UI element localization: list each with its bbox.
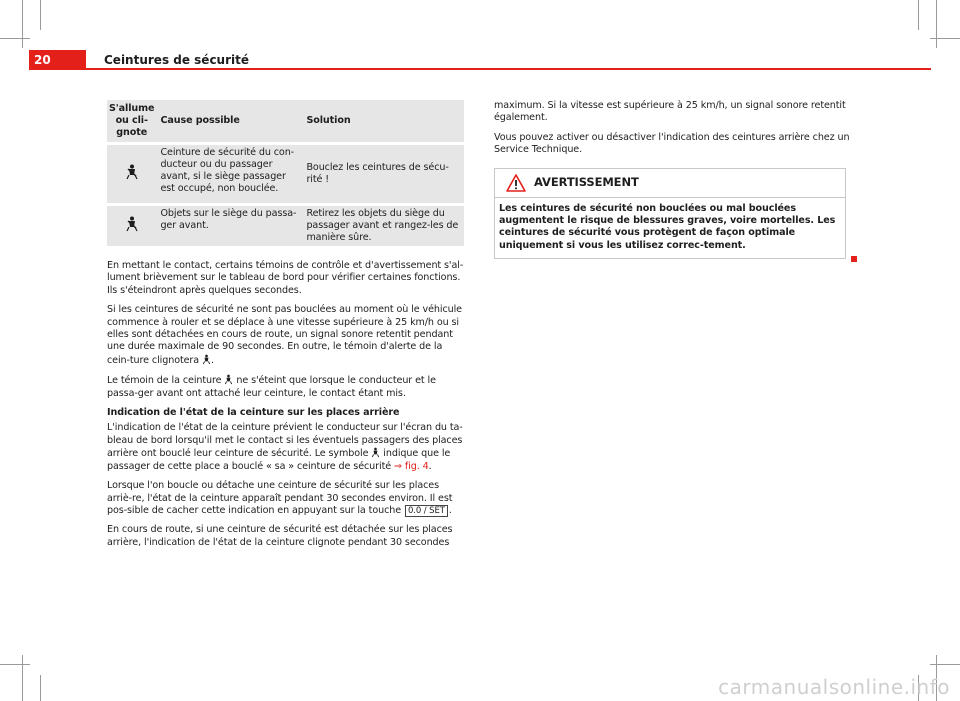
paragraph-text: .	[448, 504, 452, 516]
end-of-section-marker	[851, 256, 857, 262]
paragraph-text: .	[211, 354, 214, 366]
seatbelt-icon	[224, 374, 233, 385]
table-row	[107, 145, 464, 203]
left-column	[107, 100, 464, 556]
header-rule	[86, 68, 931, 70]
warning-header	[495, 169, 845, 198]
paragraph: En mettant le contact, certains témoins de contrôle et d'avertissement s'al-lument brièvement sur le tableau de bord pour vérifier certaines fonctions. Ils s'éteindront après quelques secondes.	[107, 260, 464, 296]
table-cell: Ceinture de sécurité du con-ducteur ou du passager avant, si le siège passager est occupé, non bouclée.	[156, 145, 302, 203]
paragraph-text: Le témoin de la ceinture	[107, 375, 222, 387]
table-header-cell: Cause possible	[156, 100, 302, 142]
table-cell	[107, 145, 156, 203]
paragraph-text: Lorsque l'on boucle ou détache une ceinture de sécurité sur les places arriè-re, l'état de la ceinture apparaît pendant 30 secondes environ. Il est pos-sible de cacher cette indication en appuyant sur la touche	[107, 480, 453, 516]
crop-mark	[936, 0, 937, 48]
paragraph-text: L'indication de l'état de la ceinture prévient le conducteur sur l'écran du ta-bleau de bord lorsqu'il met le contact si les éventuels passagers des places arrière ont bouclé leur ceinture de sécurité. Le symbole	[107, 422, 463, 460]
crop-mark	[918, 0, 919, 30]
crop-mark	[40, 675, 41, 701]
paragraph-text: Si les ceintures de sécurité ne sont pas bouclées au moment où le véhicule commence à rouler et se déplace à une vitesse supérieure à 25 km/h ou si elles sont détachées en cours de route, un signal sonore retentit pendant une durée maximale de 90 secondes. En outre, le témoin d'alerte de la cein-ture clignotera	[107, 304, 462, 366]
table-cell: Bouclez les ceintures de sécu-rité !	[302, 145, 464, 203]
paragraph	[107, 374, 464, 400]
crop-mark	[930, 38, 960, 39]
table-cell: Retirez les objets du siège du passager avant et rangez-les de manière sûre.	[302, 206, 464, 246]
seatbelt-warning-icon	[125, 164, 139, 180]
warning-text: Les ceintures de sécurité non bouclées ou mal bouclées augmentent le risque de blessures graves, voire mortelles. Les ceintures de sécurité vous protègent de façon optimale uniquement si vous les utilisez correc-tement.	[499, 202, 836, 251]
warning-title: AVERTISSEMENT	[534, 175, 639, 190]
warning-triangle-icon	[506, 174, 526, 192]
subheading: Indication de l'état de la ceinture sur les places arrière	[107, 407, 400, 419]
table-cell	[107, 206, 156, 246]
paragraph: maximum. Si la vitesse est supérieure à 25 km/h, un signal sonore retentit également.	[494, 100, 846, 124]
paragraph: Vous pouvez activer ou désactiver l'indication des ceintures arrière chez un Service Technique.	[494, 131, 850, 156]
watermark: carmanualsonline.info	[718, 675, 950, 699]
seatbelt-icon	[371, 447, 380, 458]
warning-box	[494, 168, 846, 260]
crop-mark	[22, 0, 23, 48]
table-row	[107, 206, 464, 246]
paragraph	[107, 480, 464, 517]
table-header-row	[107, 100, 464, 142]
crop-mark	[0, 38, 30, 39]
paragraph-text: .	[428, 460, 432, 472]
paragraph-text: ne s'éteint que lorsque le conducteur et le passa-ger avant ont attaché leur ceinture, le contact étant mis.	[107, 375, 436, 399]
warning-light-table	[107, 97, 464, 249]
crop-mark	[22, 655, 23, 701]
section-title: Ceintures de sécurité	[104, 53, 250, 67]
seatbelt-icon	[202, 354, 211, 365]
seatbelt-warning-icon	[125, 216, 139, 232]
paragraph-text: indique que le passager de cette place a bouclé « sa » ceinture de sécurité	[107, 448, 451, 472]
table-cell: Objets sur le siège du passa-ger avant.	[156, 206, 302, 246]
figure-link[interactable]: ⇒ fig. 4	[394, 460, 429, 472]
table-header-cell: S'allume ou cli-gnote	[107, 100, 156, 142]
paragraph: En cours de route, si une ceinture de sécurité est détachée sur les places arrière, l'indication de l'état de la ceinture clignote pendant 30 secondes	[107, 524, 453, 548]
paragraph	[107, 304, 464, 367]
right-column	[494, 100, 850, 259]
crop-mark	[40, 0, 41, 30]
crop-mark	[930, 664, 960, 665]
set-key-label: 0.0 / SET	[405, 505, 448, 517]
table-header-cell: Solution	[302, 100, 464, 142]
page-number: 20	[29, 50, 86, 70]
crop-mark	[0, 664, 30, 665]
paragraph	[107, 422, 464, 473]
